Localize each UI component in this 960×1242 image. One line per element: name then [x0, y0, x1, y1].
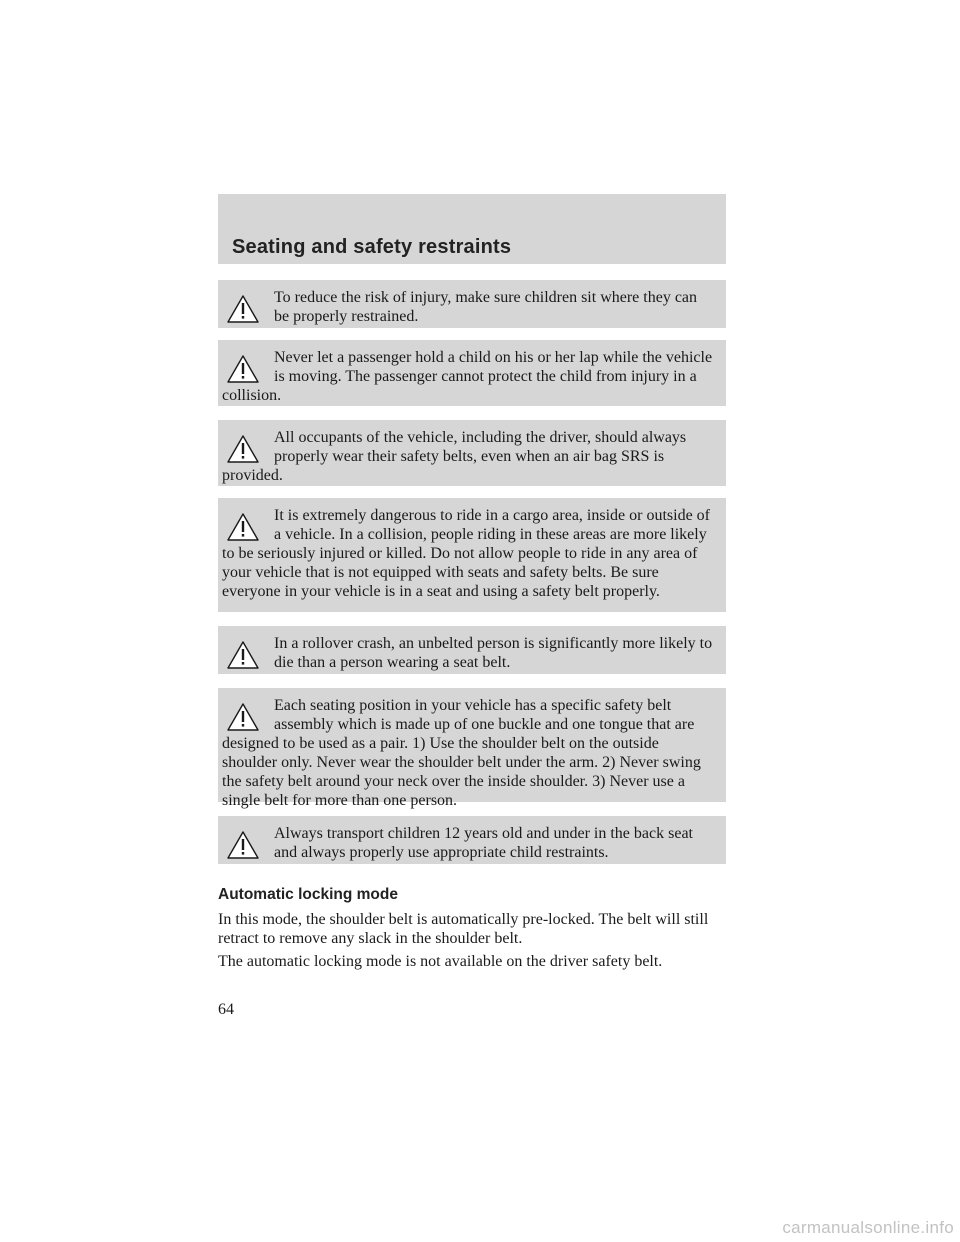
- warning-text: Each seating position in your vehicle has a specific safety belt assembly which is made up of one buckle and one tongue that are designed to be used as a pair. 1) Use the shoulder belt on the outside shoulder only. Never wear the shoulder belt under the arm. 2) Never swing the safety belt around your neck over the inside shoulder. 3) Never use a single belt for more than one person.: [222, 697, 701, 809]
- warning-text: In a rollover crash, an unbelted person is significantly more likely to die than a person wearing a seat belt.: [274, 635, 713, 671]
- body-paragraph: In this mode, the shoulder belt is automatically pre-locked. The belt will still retract to remove any slack in the shoulder belt.: [218, 911, 709, 947]
- section-heading: Automatic locking mode: [218, 886, 398, 903]
- warning-text: Always transport children 12 years old and under in the back seat and always properly use appropriate child restraints.: [274, 825, 693, 861]
- warning-triangle-icon: [226, 354, 260, 384]
- watermark: carmanualsonline.info: [782, 1218, 954, 1237]
- page-title: Seating and safety restraints: [232, 236, 512, 258]
- warning-box: [218, 498, 726, 612]
- warning-triangle-icon: [226, 512, 260, 542]
- warning-text: Never let a passenger hold a child on his or her lap while the vehicle is moving. The passenger cannot protect the child from injury in a collision.: [222, 349, 713, 404]
- warning-box: [218, 280, 726, 328]
- section-header: [218, 194, 726, 264]
- warning-triangle-icon: [226, 702, 260, 732]
- warning-box: [218, 340, 726, 406]
- warning-text: It is extremely dangerous to ride in a cargo area, inside or outside of a vehicle. In a collision, people riding in these areas are more likely to be seriously injured or killed. Do not allow people to ride in any area of your vehicle that is not equipped with seats and safety belts. Be sure everyone in your vehicle is in a seat and using a safety belt properly.: [222, 507, 711, 600]
- body-paragraph: The automatic locking mode is not available on the driver safety belt.: [218, 953, 663, 970]
- warning-text: To reduce the risk of injury, make sure children sit where they can be properly restrained.: [274, 289, 698, 325]
- warning-box: [218, 816, 726, 864]
- page-number: 64: [218, 1001, 234, 1018]
- warning-triangle-icon: [226, 434, 260, 464]
- warning-box: [218, 626, 726, 674]
- warning-text: All occupants of the vehicle, including the driver, should always properly wear their safety belts, even when an air bag SRS is provided.: [222, 429, 687, 484]
- warning-triangle-icon: [226, 294, 260, 324]
- warning-triangle-icon: [226, 830, 260, 860]
- warning-box: [218, 420, 726, 486]
- warning-box: [218, 688, 726, 809]
- warning-triangle-icon: [226, 640, 260, 670]
